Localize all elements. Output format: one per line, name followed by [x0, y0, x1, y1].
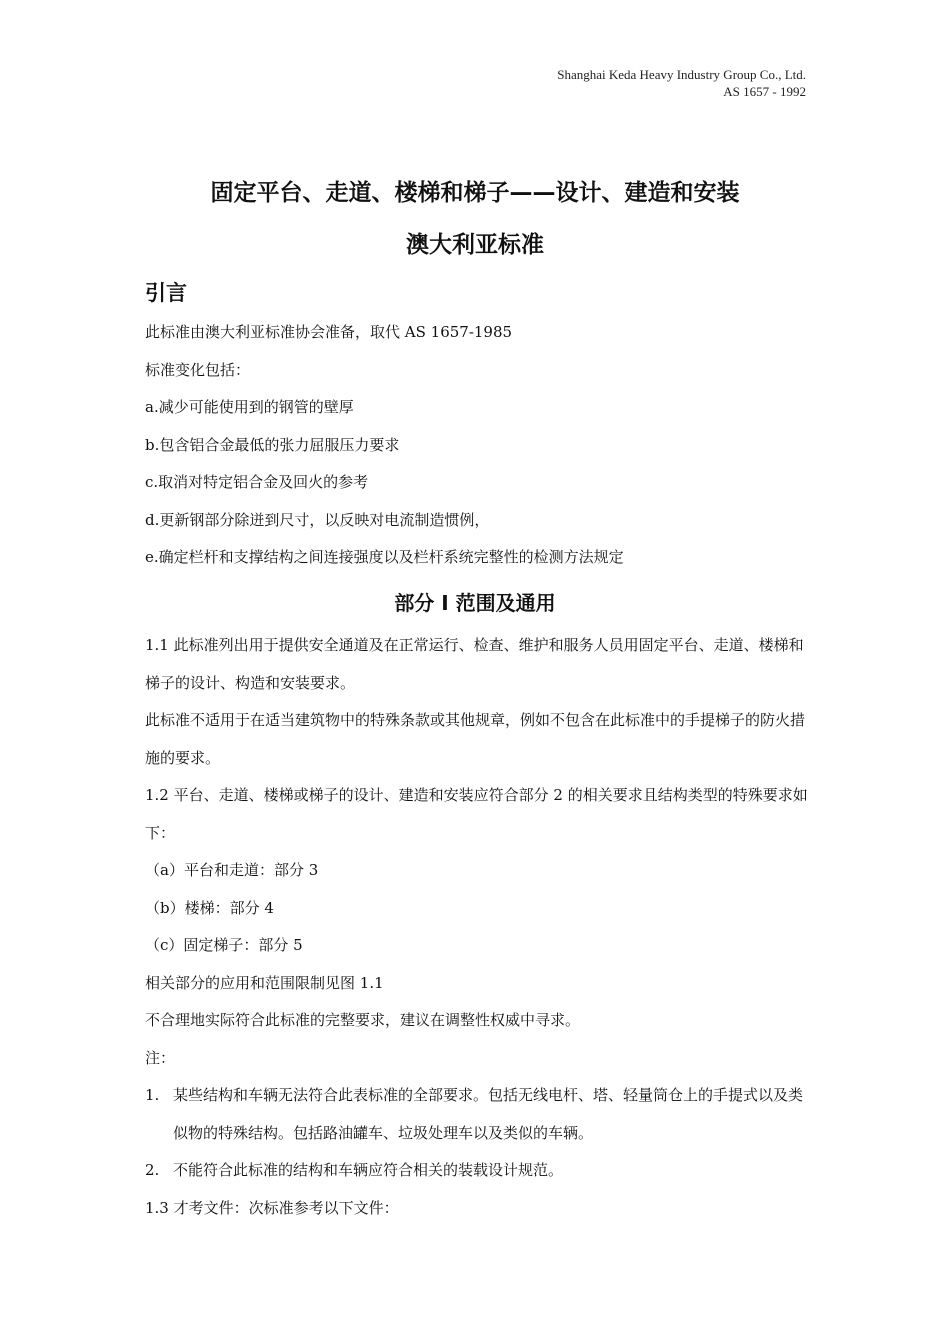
intro-paragraph: 标准变化包括： [145, 360, 251, 379]
intro-change-item: c.取消对特定铝合金及回火的参考 [145, 473, 369, 491]
intro-change-item: b.包含铝合金最低的张力屈服压力要求 [145, 435, 400, 454]
note-text: 某些结构和车辆无法符合此表标准的全部要求。包括无线电杆、塔、轻量筒仓上的手提式以及类似物的特殊结构。包括路油罐车、垃圾处理车以及类似的车辆。 [173, 1086, 804, 1142]
section-paragraph: 此标准不适用于在适当建筑物中的特殊条款或其他规章，例如不包含在此标准中的手提梯子的防火措施的要求。 [145, 711, 806, 767]
section-heading: 部分 I 范围及通用 [394, 591, 556, 615]
section-body [145, 627, 810, 1227]
intro-change-item: d.更新钢部分除迸到尺寸，以反映对电流制造惯例， [145, 510, 490, 529]
intro-heading: 引言 [145, 281, 187, 305]
section-paragraph: 相关部分的应用和范围限制见图 1.1 [145, 973, 384, 992]
header-company: Shanghai Keda Heavy Industry Group Co., Ltd. [557, 67, 806, 82]
section-list-item: （c）固定梯子：部分 5 [145, 936, 303, 954]
section-list-item: （a）平台和走道：部分 3 [145, 861, 319, 879]
header-standard-code: AS 1657 - 1992 [723, 84, 806, 99]
page-header [557, 66, 806, 100]
note-item [145, 1152, 810, 1190]
intro-paragraph: 此标准由澳大利亚标准协会准备，取代 AS 1657-1985 [145, 323, 513, 341]
note-item [145, 1077, 810, 1152]
section-paragraph: 1.2 平台、走道、楼梯或梯子的设计、建造和安装应符合部分 2 的相关要求且结构类型的特殊要求如下： [145, 786, 808, 842]
document-subtitle: 澳大利亚标准 [406, 232, 544, 258]
intro-change-item: e.确定栏杆和支撑结构之间连接强度以及栏杆系统完整性的检测方法规定 [145, 548, 624, 566]
section-list-item: （b）楼梯：部分 4 [145, 898, 274, 917]
note-text: 不能符合此标准的结构和车辆应符合相关的装载设计规范。 [173, 1161, 564, 1179]
intro-body [145, 314, 810, 577]
intro-change-item: a.减少可能使用到的钢管的壁厚 [145, 398, 354, 416]
section-paragraph: 不合理地实际符合此标准的完整要求，建议在调整性权威中寻求。 [145, 1011, 581, 1029]
section-paragraph: 1.1 此标准列出用于提供安全通道及在正常运行、检查、维护和服务人员用固定平台、走道、楼梯和梯子的设计、构造和安装要求。 [145, 636, 804, 692]
note-number: 2. [145, 1161, 160, 1179]
section-paragraph: 1.3 才考文件：次标准参考以下文件： [145, 1198, 399, 1217]
document-title: 固定平台、走道、楼梯和梯子——设计、建造和安装 [210, 180, 740, 206]
note-number: 1. [145, 1086, 160, 1104]
notes-label: 注： [145, 1048, 176, 1067]
